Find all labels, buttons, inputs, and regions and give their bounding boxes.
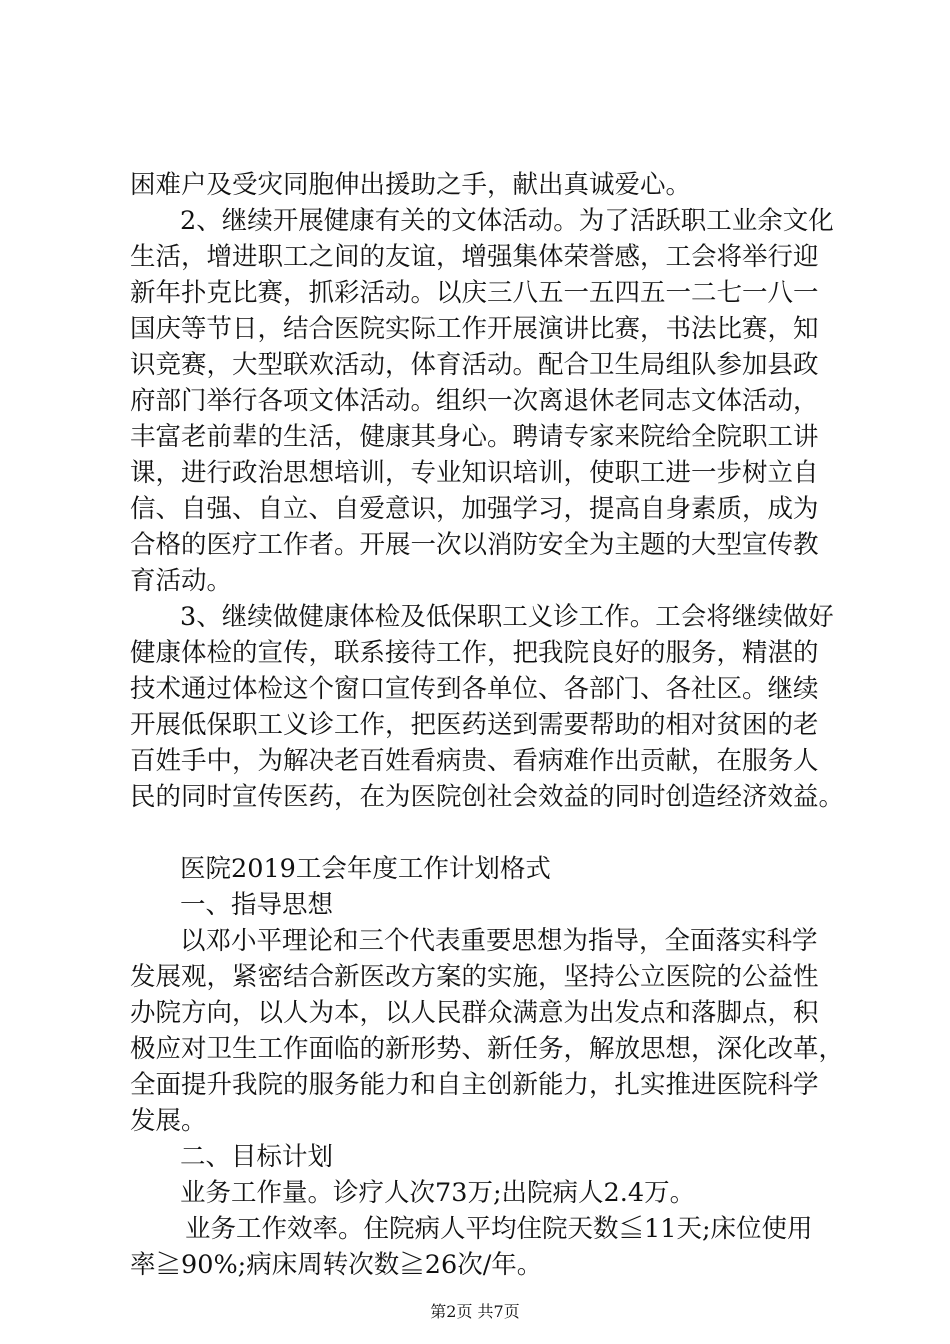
page-footer: 第2页 共7页	[430, 1302, 520, 1321]
section-heading: 二、目标计划	[180, 1142, 334, 1172]
body-line: 国庆等节日，结合医院实际工作开展演讲比赛，书法比赛，知	[130, 314, 819, 344]
body-line: 生活，增进职工之间的友谊，增强集体荣誉感，工会将举行迎	[130, 242, 819, 272]
section-heading: 一、指导思想	[180, 890, 334, 920]
body-line: 发展观，紧密结合新医改方案的实施，坚持公立医院的公益性	[130, 962, 819, 992]
body-line: 发展。	[130, 1106, 207, 1136]
body-line: 健康体检的宣传，联系接待工作，把我院良好的服务，精湛的	[130, 638, 819, 668]
body-line: 3、继续做健康体检及低保职工义诊工作。工会将继续做好	[180, 602, 834, 632]
body-line: 课，进行政治思想培训，专业知识培训，使职工进一步树立自	[130, 458, 819, 488]
body-line: 办院方向，以人为本，以人民群众满意为出发点和落脚点，积	[130, 998, 819, 1028]
body-line: 业务工作效率。住院病人平均住院天数≦11天;床位使用	[185, 1214, 813, 1244]
body-line: 百姓手中，为解决老百姓看病贵、看病难作出贡献，在服务人	[130, 746, 819, 776]
body-line: 开展低保职工义诊工作，把医药送到需要帮助的相对贫困的老	[130, 710, 819, 740]
body-line: 府部门举行各项文体活动。组织一次离退休老同志文体活动，	[130, 386, 819, 416]
body-line: 困难户及受灾同胞伸出援助之手，献出真诚爱心。	[130, 170, 692, 200]
body-line: 新年扑克比赛，抓彩活动。以庆三八五一五四五一二七一八一	[130, 278, 819, 308]
body-line: 2、继续开展健康有关的文体活动。为了活跃职工业余文化	[180, 206, 834, 236]
body-line: 民的同时宣传医药，在为医院创社会效益的同时创造经济效益。	[130, 782, 845, 812]
body-line: 率≧90%;病床周转次数≧26次/年。	[130, 1250, 543, 1280]
body-line: 全面提升我院的服务能力和自主创新能力，扎实推进医院科学	[130, 1070, 819, 1100]
body-line: 合格的医疗工作者。开展一次以消防安全为主题的大型宣传教	[130, 530, 819, 560]
body-line: 业务工作量。诊疗人次73万;出院病人2.4万。	[180, 1178, 696, 1208]
body-line: 育活动。	[130, 566, 233, 596]
body-line: 识竞赛，大型联欢活动，体育活动。配合卫生局组队参加县政	[130, 350, 819, 380]
body-line: 信、自强、自立、自爱意识，加强学习，提高自身素质，成为	[130, 494, 819, 524]
body-line: 以邓小平理论和三个代表重要思想为指导，全面落实科学	[180, 926, 818, 956]
body-line: 极应对卫生工作面临的新形势、新任务，解放思想，深化改革，	[130, 1034, 845, 1064]
section-title: 医院2019工会年度工作计划格式	[180, 854, 551, 884]
body-line: 技术通过体检这个窗口宣传到各单位、各部门、各社区。继续	[130, 674, 819, 704]
body-line: 丰富老前辈的生活，健康其身心。聘请专家来院给全院职工讲	[130, 422, 819, 452]
